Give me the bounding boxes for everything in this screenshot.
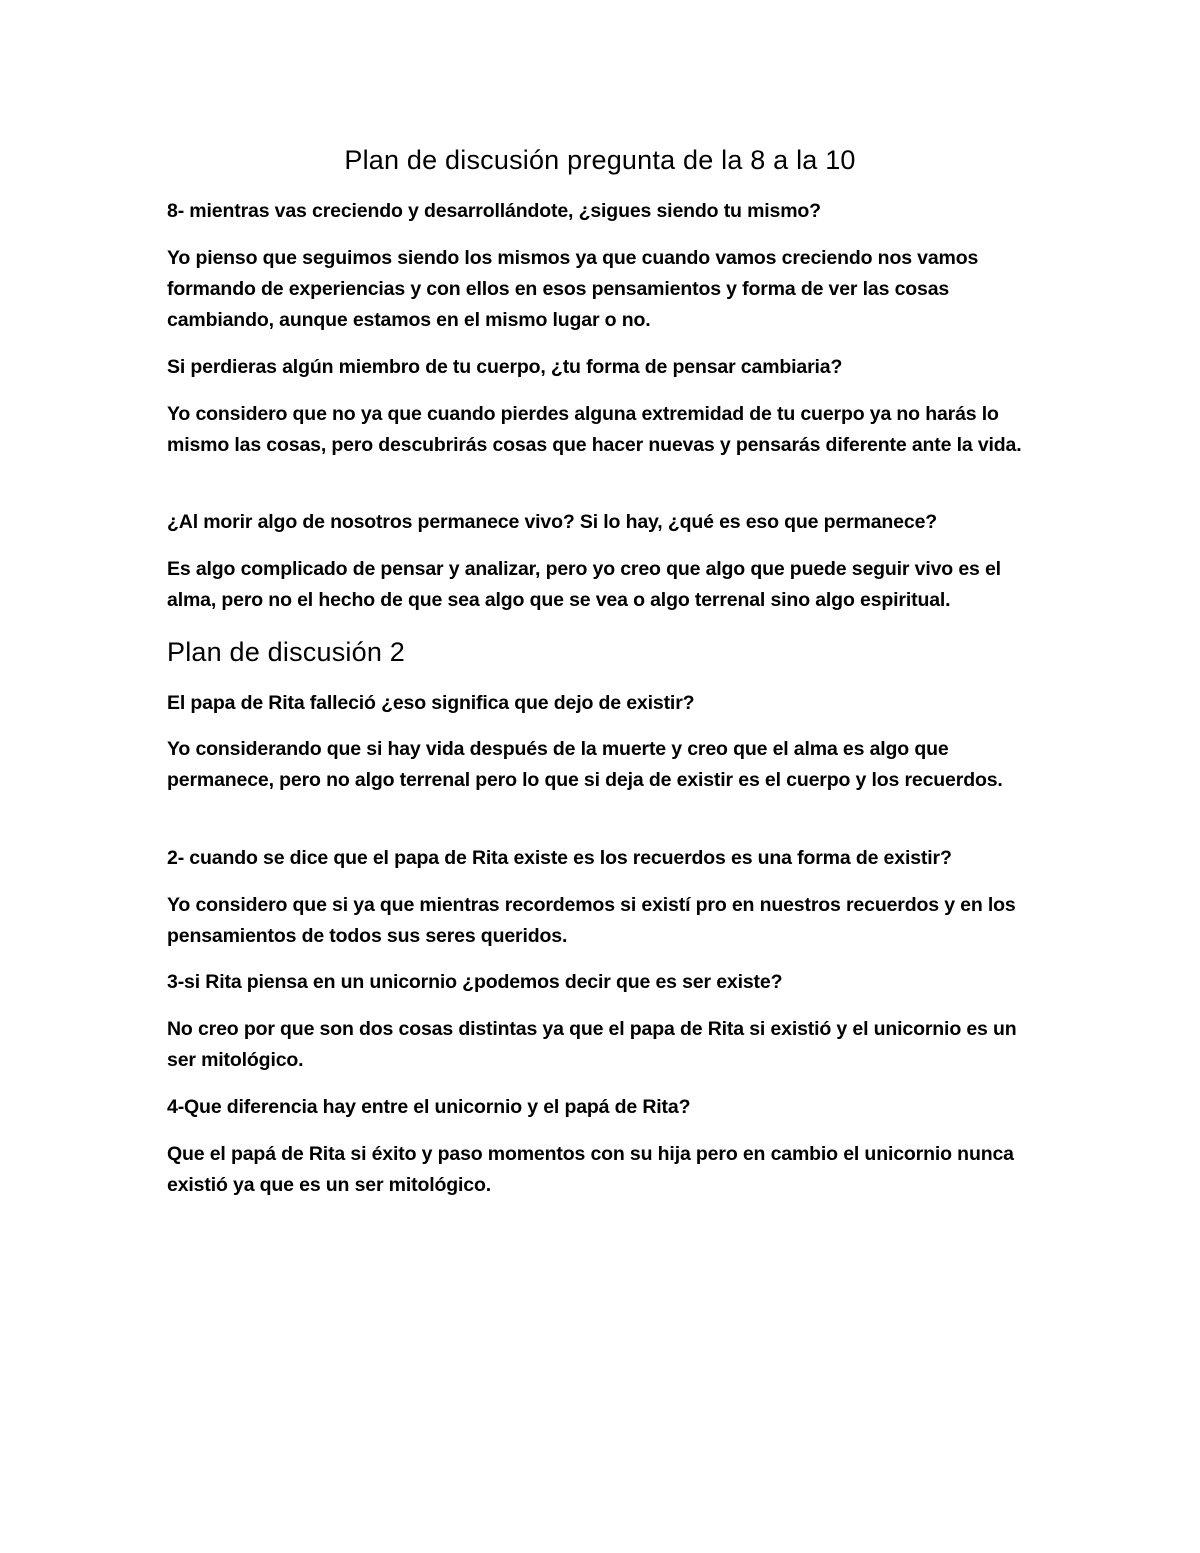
section-heading-2: Plan de discusión 2 bbox=[167, 637, 405, 667]
answer-2: Yo considero que si ya que mientras recordemos si existí pro en nuestros recuerdos y en los pensamientos de todos sus seres queridos. bbox=[167, 894, 1016, 947]
question-body-member: Si perdieras algún miembro de tu cuerpo, ¿tu forma de pensar cambiaria? bbox=[167, 356, 843, 378]
answer-after-death: Es algo complicado de pensar y analizar, pero yo creo que algo que puede seguir vivo es el alma, pero no el hecho de que sea algo que se vea o algo terrenal sino algo espiritual. bbox=[167, 558, 1001, 611]
answer-rita-father: Yo considerando que si hay vida después de la muerte y creo que el alma es algo que permanece, pero no algo terrenal pero lo que si deja de existir es el cuerpo y los recuerdos. bbox=[167, 738, 1003, 791]
document-title: Plan de discusión pregunta de la 8 a la 10 bbox=[344, 145, 856, 175]
question-3: 3-si Rita piensa en un unicornio ¿podemos decir que es ser existe? bbox=[167, 971, 783, 993]
question-rita-father: El papa de Rita falleció ¿eso significa que dejo de existir? bbox=[167, 692, 695, 714]
answer-8: Yo pienso que seguimos siendo los mismos ya que cuando vamos creciendo nos vamos formando de experiencias y con ellos en esos pensamientos y forma de ver las cosas cambiando, aunque estamos en el mismo lugar o no. bbox=[167, 247, 979, 331]
answer-3: No creo por que son dos cosas distintas ya que el papa de Rita si existió y el unicornio es un ser mitológico. bbox=[167, 1018, 1017, 1071]
answer-4: Que el papá de Rita si éxito y paso momentos con su hija pero en cambio el unicornio nunca existió ya que es un ser mitológico. bbox=[167, 1143, 1014, 1196]
answer-body-member: Yo considero que no ya que cuando pierdes alguna extremidad de tu cuerpo ya no harás lo mismo las cosas, pero descubrirás cosas que hacer nuevas y pensarás diferente ante la vida. bbox=[167, 403, 1022, 456]
question-after-death: ¿Al morir algo de nosotros permanece vivo? Si lo hay, ¿qué es eso que permanece? bbox=[167, 511, 938, 533]
question-8: 8- mientras vas creciendo y desarrollándote, ¿sigues siendo tu mismo? bbox=[167, 200, 821, 222]
question-2: 2- cuando se dice que el papa de Rita existe es los recuerdos es una forma de existir? bbox=[167, 847, 952, 869]
question-4: 4-Que diferencia hay entre el unicornio y el papá de Rita? bbox=[167, 1096, 691, 1118]
